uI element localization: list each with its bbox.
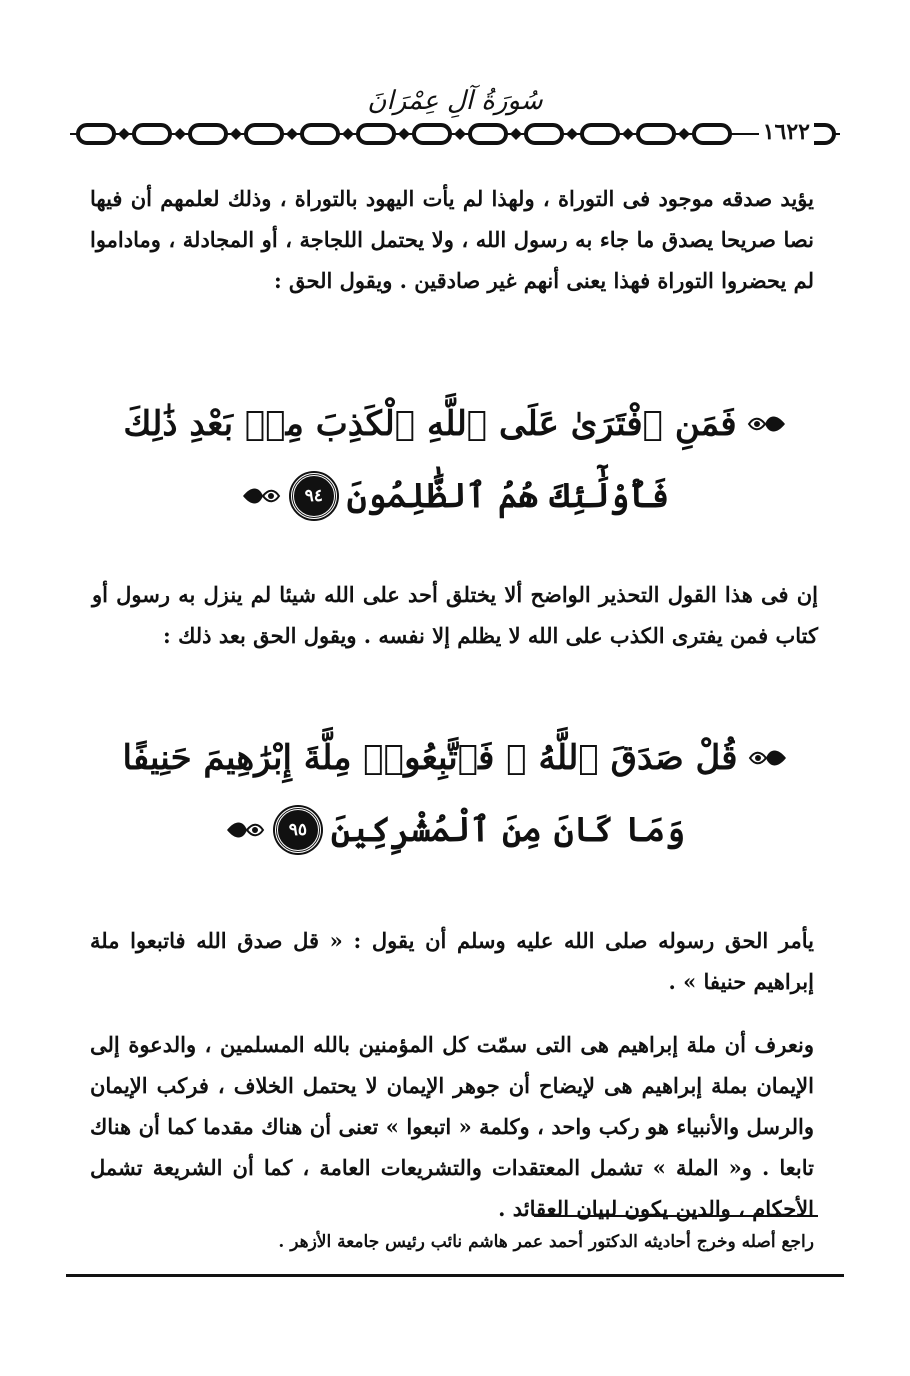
page-number: ١٦٢٢ [759, 119, 814, 145]
ornate-open-bracket-icon [747, 412, 787, 436]
commentary-paragraph-1: يؤيد صدقه موجود فى التوراة ، ولهذا لم يأت اليهود بالتوراة ، وذلك لعلمهم أن فيها نصا صريحا يصدق ما جاء به رسول الله ، ولا يحتمل اللجاجة ، أو المجادلة ، وماداموا لم يحضروا التوراة فهذا يعنى أنهم غير صادقين . ويقول الحق : [90, 186, 814, 293]
ornate-close-bracket-icon [241, 484, 281, 508]
ayah-number-badge: ٩٤ [291, 473, 337, 519]
footnote: راجع أصله وخرج أحاديثه الدكتور أحمد عمر هاشم نائب رئيس جامعة الأزهر . [278, 1232, 814, 1252]
commentary-paragraph-3: يأمر الحق رسوله صلى الله عليه وسلم أن يقول : « قل صدق الله فاتبعوا ملة إبراهيم حنيفا » . [90, 928, 814, 994]
ornamental-chain-border [70, 118, 840, 150]
verse-text: قُلْ صَدَقَ ٱللَّهُ ۗ فَٱتَّبِعُوا۟ مِلَّةَ إِبْرَٰهِيمَ حَنِيفًا [122, 738, 738, 778]
verse-text: فَمَنِ ٱفْتَرَىٰ عَلَى ٱللَّهِ ٱلْكَذِبَ مِنۢ بَعْدِ ذَٰلِكَ [123, 404, 737, 444]
footnote-divider [534, 1215, 818, 1217]
ayah-number-badge: ٩٥ [275, 807, 321, 853]
ornate-close-bracket-icon [225, 818, 265, 842]
commentary-paragraph-4: ونعرف أن ملة إبراهيم هى التى سمّت كل المؤمنين بالله المسلمين ، والدعوة إلى الإيمان بملة إبراهيم هى لإيضاح أن جوهر الإيمان لا يحتمل الخلاف ، فركب الإيمان والرسل والأنبياء هو ركب واحد ، وكلمة « اتبعوا » تعنى أن هناك مقدما كما أن هناك تابعا . و« الملة » تشمل المعتقدات والتشريعات العامة ، كما أن الشريعة تشمل الأحكام ، والدين يكون لبيان العقائد . [90, 1032, 814, 1221]
surah-title: سُورَةُ آلِ عِمْرَانَ [367, 86, 543, 116]
verse-line [120, 460, 790, 532]
quran-verse-94 [120, 388, 790, 532]
quran-verse-95 [120, 722, 790, 866]
commentary-paragraph-2: إن فى هذا القول التحذير الواضح ألا يختلق أحد على الله شيئا لم ينزل به رسول أو كتاب فمن يفترى الكذب على الله لا يظلم إلا نفسه . ويقول الحق بعد ذلك : [92, 582, 818, 648]
page-bottom-rule [66, 1274, 844, 1277]
verse-line [120, 794, 790, 866]
verse-text: وَمَا كَانَ مِنَ ٱلْمُشْرِكِينَ [330, 810, 686, 850]
verse-text: فَأُوْلَٰٓئِكَ هُمُ ٱلظَّٰلِمُونَ [346, 476, 670, 516]
verse-line [120, 388, 790, 460]
verse-line [120, 722, 790, 794]
ornate-open-bracket-icon [748, 746, 788, 770]
